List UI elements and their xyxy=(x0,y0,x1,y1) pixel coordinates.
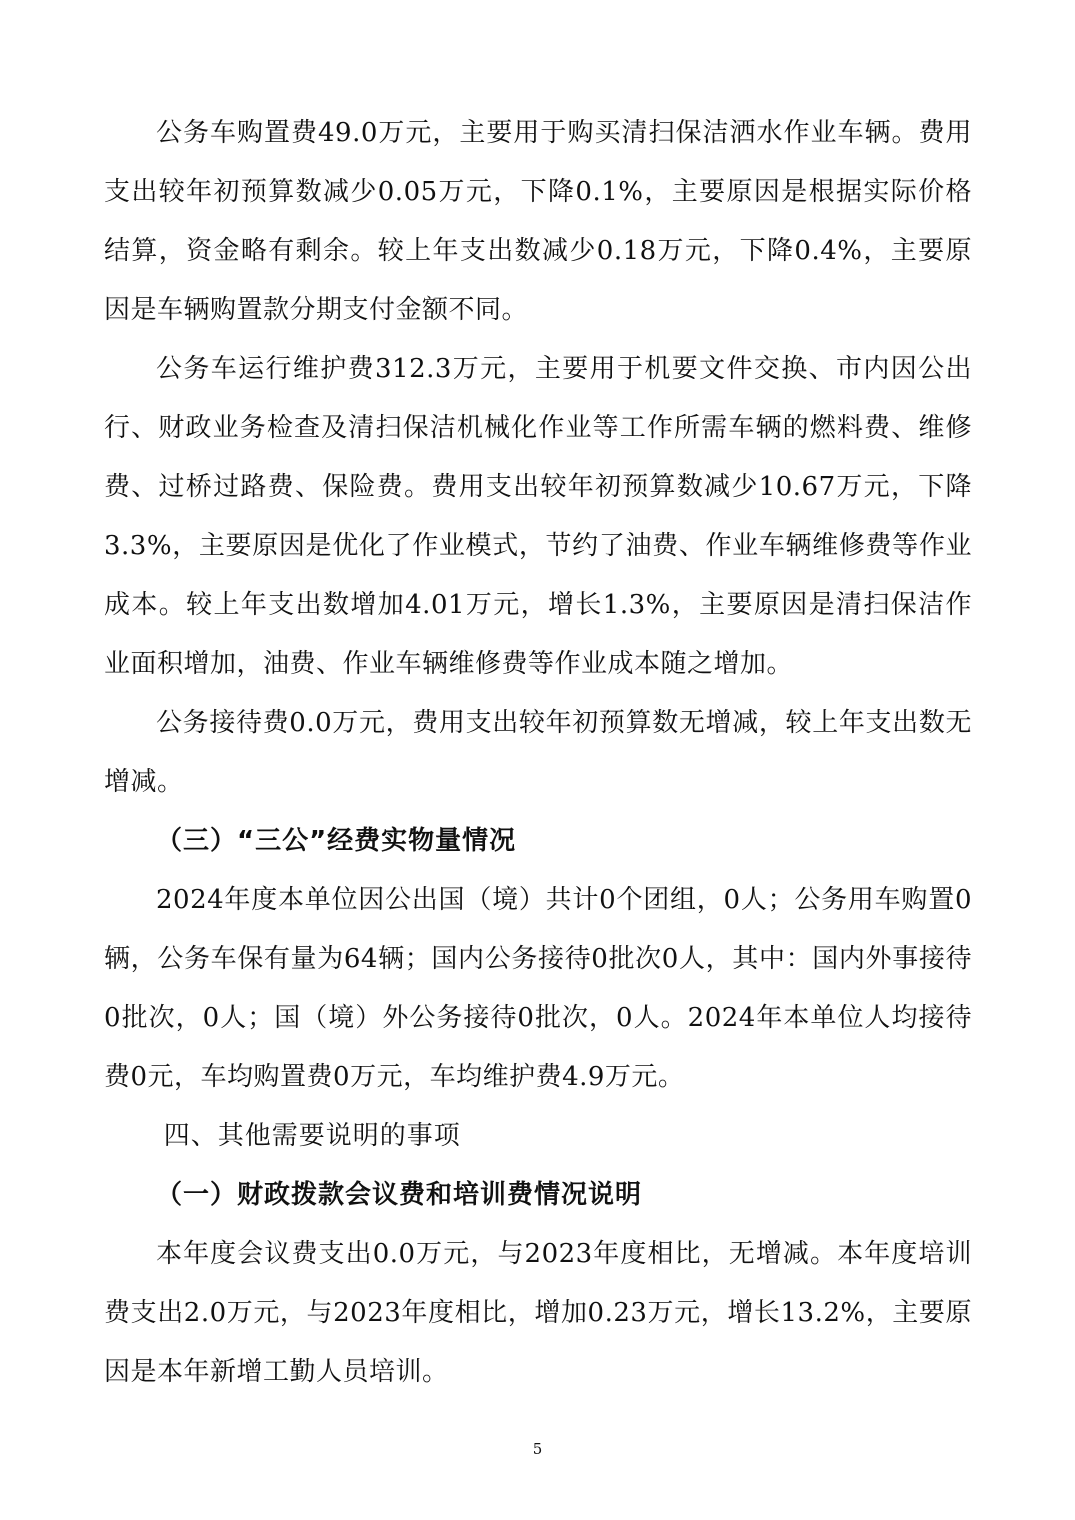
paragraph-vehicle-maintenance: 公务车运行维护费312.3万元，主要用于机要文件交换、市内因公出行、财政业务检查及清扫保洁机械化作业等工作所需车辆的燃料费、维修费、过桥过路费、保险费。费用支出较年初预算数减少10.67万元，下降3.3%，主要原因是优化了作业模式，节约了油费、作业车辆维修费等作业成本。较上年支出数增加4.01万元，增长1.3%，主要原因是清扫保洁作业面积增加，油费、作业车辆维修费等作业成本随之增加。 xyxy=(104,354,972,679)
paragraph-reception-fee: 公务接待费0.0万元，费用支出较年初预算数无增减，较上年支出数无增减。 xyxy=(104,708,972,797)
paragraph-physical-quantities: 2024年度本单位因公出国（境）共计0个团组，0人；公务用车购置0辆，公务车保有量为64辆；国内公务接待0批次0人，其中：国内外事接待0批次，0人；国（境）外公务接待0批次，0人。2024年本单位人均接待费0元，车均购置费0万元，车均维护费4.9万元。 xyxy=(104,885,972,1092)
heading-meeting-training: （一）财政拨款会议费和培训费情况说明 xyxy=(156,1180,643,1210)
heading-sangong-physical: （三）“三公”经费实物量情况 xyxy=(156,826,517,856)
page-number: 5 xyxy=(532,1440,543,1458)
paragraph-meeting-training: 本年度会议费支出0.0万元，与2023年度相比，无增减。本年度培训费支出2.0万元，与2023年度相比，增加0.23万元，增长13.2%，主要原因是本年新增工勤人员培训。 xyxy=(104,1239,972,1387)
document-body xyxy=(104,104,972,1402)
paragraph-vehicle-purchase: 公务车购置费49.0万元，主要用于购买清扫保洁洒水作业车辆。费用支出较年初预算数减少0.05万元，下降0.1%，主要原因是根据实际价格结算，资金略有剩余。较上年支出数减少0.18万元，下降0.4%，主要原因是车辆购置款分期支付金额不同。 xyxy=(104,118,972,325)
heading-section-four: 四、其他需要说明的事项 xyxy=(163,1121,461,1151)
